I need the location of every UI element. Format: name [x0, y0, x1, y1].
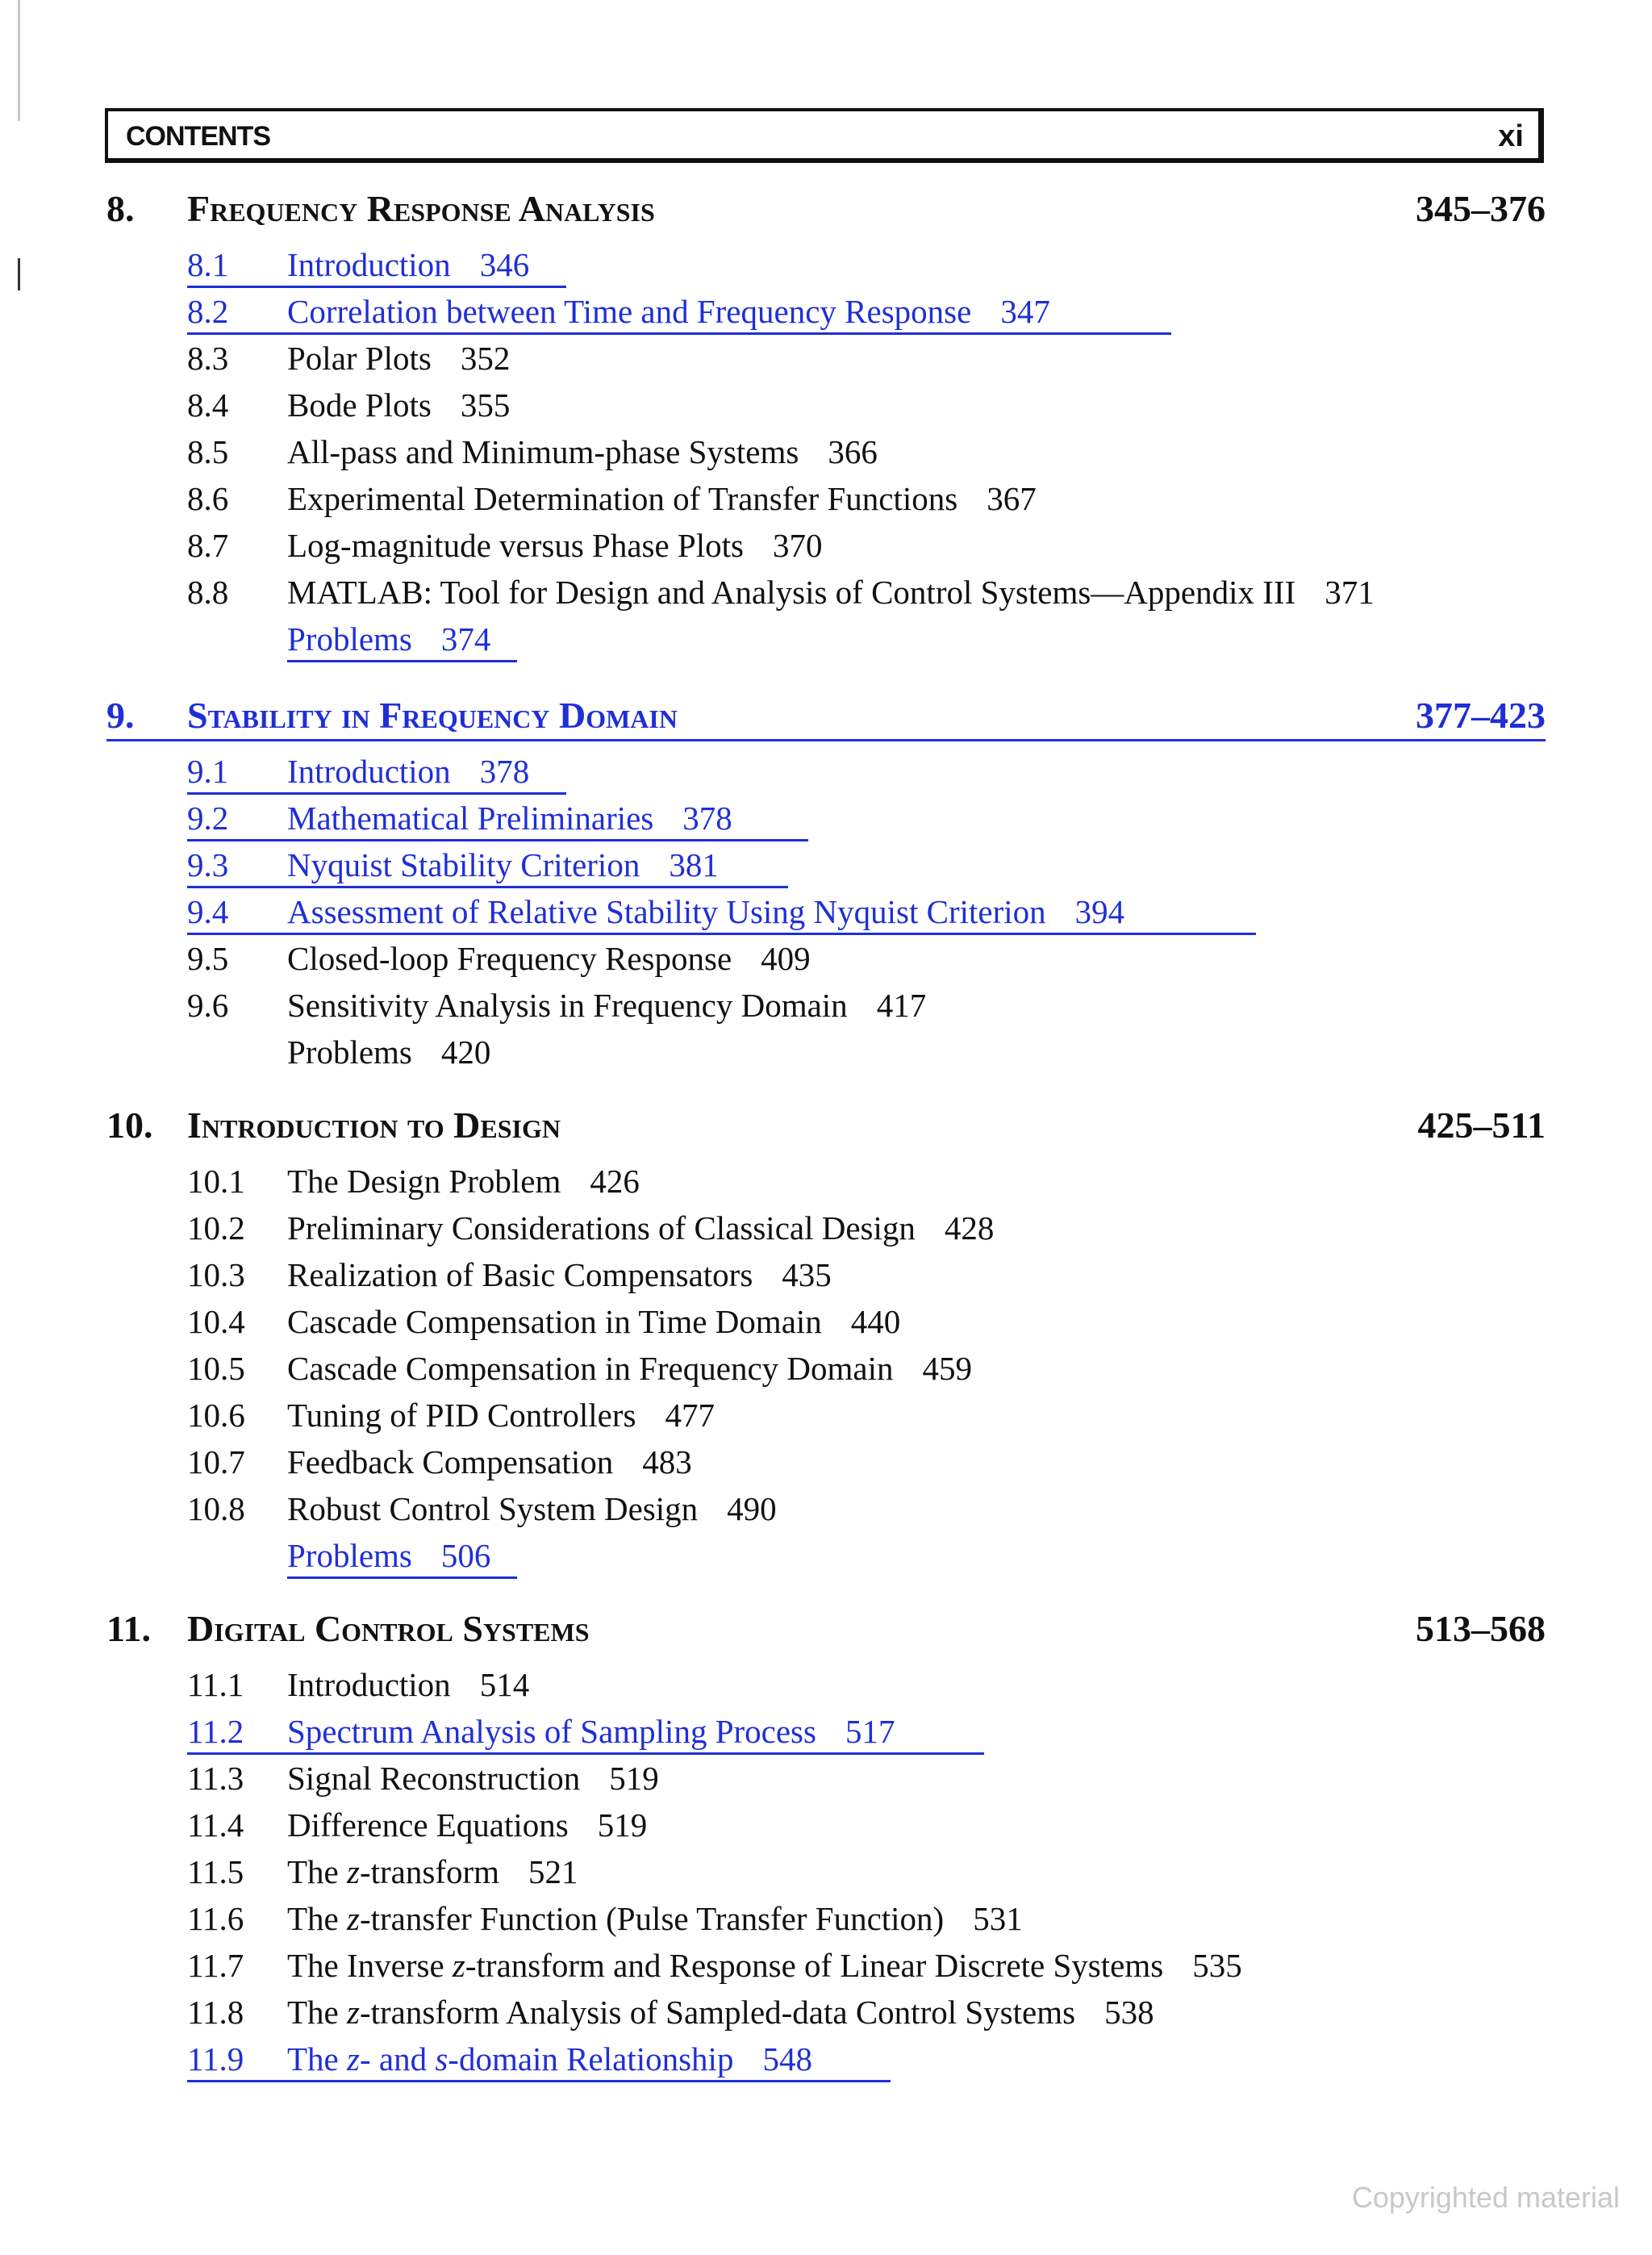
section-number: 10.3: [187, 1256, 245, 1293]
toc-section-entry: [0, 1396, 1652, 1439]
section-page: 531: [973, 1900, 1023, 1937]
copyright-watermark: Copyrighted material: [1351, 2181, 1620, 2214]
section-title-text: Cascade Compensation in Time Domain: [287, 1303, 822, 1340]
toc-section-entry[interactable]: [0, 245, 1652, 289]
chapter-number: 10.: [106, 1105, 153, 1146]
section-page: 367: [987, 480, 1037, 517]
section-number: 10.1: [187, 1163, 245, 1200]
section-title: [287, 892, 1124, 931]
section-title-text: Spectrum Analysis of Sampling Process: [287, 1713, 816, 1750]
toc-section-entry: [0, 1946, 1652, 1990]
section-number: 11.5: [187, 1853, 244, 1890]
problems-page: 374: [440, 620, 491, 658]
section-title: [287, 1852, 578, 1891]
running-header-title: CONTENTS: [126, 121, 270, 152]
section-page: 378: [682, 800, 732, 837]
toc-section-entry: [0, 939, 1652, 983]
toc-section-entry[interactable]: [0, 892, 1652, 936]
section-title-text: Preliminary Considerations of Classical Design: [287, 1209, 916, 1247]
chapter-number: 9.: [106, 695, 135, 736]
section-number: 11.2: [187, 1713, 244, 1750]
link-underline: [287, 660, 517, 662]
toc-problems-entry[interactable]: [287, 1536, 490, 1580]
section-title: [287, 2040, 812, 2078]
section-page: 517: [845, 1713, 895, 1750]
section-title-text: Introduction: [287, 1666, 451, 1703]
chapter-page-range: 345–376: [1416, 188, 1546, 229]
section-page: 428: [944, 1209, 995, 1247]
section-page: 514: [479, 1666, 530, 1703]
section-page: 378: [479, 753, 530, 790]
toc-section-entry: [0, 1899, 1652, 1943]
chapter-title: Stability in Frequency Domain: [187, 695, 678, 736]
section-page: 381: [669, 846, 719, 883]
page-number: xi: [1498, 119, 1524, 153]
section-number: 8.5: [187, 433, 229, 470]
section-number: 11.6: [187, 1900, 244, 1937]
section-page: 477: [665, 1397, 715, 1434]
section-page: 366: [828, 433, 878, 470]
link-underline: [187, 839, 808, 841]
section-title-text: Correlation between Time and Frequency Response: [287, 293, 972, 330]
toc-section-entry: [0, 339, 1652, 382]
section-title-text: The z-transform Analysis of Sampled-data Control Systems: [287, 1994, 1076, 2031]
section-title-text: The Design Problem: [287, 1163, 561, 1200]
section-title: [287, 1209, 994, 1247]
section-title-text: Introduction: [287, 246, 451, 283]
toc-section-entry: [0, 1993, 1652, 2036]
toc-section-entry: [0, 986, 1652, 1029]
toc-section-entry: [0, 1349, 1652, 1393]
chapter-title: Frequency Response Analysis: [187, 188, 655, 229]
section-title: [287, 1806, 647, 1844]
section-number: 9.5: [187, 940, 229, 977]
toc-section-entry[interactable]: [0, 292, 1652, 336]
section-number: 10.4: [187, 1303, 245, 1340]
section-title-text: Assessment of Relative Stability Using Nyquist Criterion: [287, 893, 1046, 930]
section-page: 440: [850, 1303, 901, 1340]
section-page: 371: [1325, 574, 1375, 611]
section-title-text: Signal Reconstruction: [287, 1760, 581, 1797]
section-number: 10.7: [187, 1443, 245, 1480]
toc-section-entry: [0, 573, 1652, 616]
section-page: 519: [609, 1760, 659, 1797]
section-title: [287, 1993, 1154, 2032]
problems-label: Problems: [287, 620, 412, 658]
section-title-text: Difference Equations: [287, 1806, 569, 1844]
section-page: 548: [762, 2040, 812, 2078]
section-page: 394: [1074, 893, 1125, 930]
section-number: 11.3: [187, 1760, 244, 1797]
section-title: [287, 1443, 692, 1481]
section-page: 346: [479, 246, 530, 283]
section-title: [287, 1162, 640, 1201]
section-number: 10.6: [187, 1397, 245, 1434]
toc-section-entry: [0, 1209, 1652, 1252]
page-edge-mark: [18, 0, 20, 121]
section-title: [287, 526, 822, 565]
chapter-title: Digital Control Systems: [187, 1608, 590, 1649]
section-page: 352: [460, 340, 511, 377]
section-page: 417: [876, 987, 927, 1024]
section-title-text: Realization of Basic Compensators: [287, 1256, 753, 1293]
section-number: 8.6: [187, 480, 229, 517]
section-title-text: Closed-loop Frequency Response: [287, 940, 732, 977]
section-number: 9.6: [187, 987, 229, 1024]
chapter-page-range: 425–511: [1417, 1105, 1546, 1146]
link-underline: [287, 1576, 517, 1579]
toc-section-entry: [0, 1759, 1652, 1802]
section-number: 9.3: [187, 846, 229, 883]
section-number: 8.8: [187, 574, 229, 611]
section-title: [287, 1899, 1023, 1938]
chapter-title: Introduction to Design: [187, 1105, 561, 1146]
problems-page: 506: [440, 1537, 491, 1574]
section-title: [287, 1255, 832, 1294]
section-title: [287, 799, 732, 837]
link-underline: [187, 886, 788, 888]
chapter-heading: [0, 1607, 1652, 1656]
section-title-text: Polar Plots: [287, 340, 432, 377]
link-underline: [187, 1752, 984, 1755]
section-title-text: Bode Plots: [287, 386, 432, 424]
section-title-text: Mathematical Preliminaries: [287, 800, 654, 837]
link-underline: [106, 739, 1546, 741]
section-title-text: Cascade Compensation in Frequency Domain: [287, 1350, 894, 1387]
section-title: [287, 1489, 777, 1528]
section-title-text: Log-magnitude versus Phase Plots: [287, 527, 744, 564]
section-page: 370: [772, 527, 823, 564]
section-number: 9.1: [187, 753, 229, 790]
section-page: 459: [922, 1350, 972, 1387]
toc-section-entry[interactable]: [0, 2040, 1652, 2083]
section-page: 490: [727, 1490, 777, 1527]
toc-section-entry: [0, 432, 1652, 476]
section-page: 538: [1104, 1994, 1154, 2031]
toc-section-entry[interactable]: [0, 752, 1652, 796]
section-page: 426: [590, 1163, 640, 1200]
section-page: 355: [460, 386, 511, 424]
section-title-text: The z-transform: [287, 1853, 500, 1890]
section-number: 10.2: [187, 1209, 245, 1247]
section-title: [287, 986, 926, 1025]
section-number: 11.8: [187, 1994, 244, 2031]
section-title-text: Feedback Compensation: [287, 1443, 614, 1480]
toc-section-entry: [0, 526, 1652, 570]
section-page: 483: [642, 1443, 692, 1480]
section-title-text: Sensitivity Analysis in Frequency Domain: [287, 987, 848, 1024]
chapter-page-range: 513–568: [1416, 1608, 1546, 1649]
section-title: [287, 1712, 895, 1751]
section-title: [287, 292, 1050, 331]
toc-section-entry: [0, 1489, 1652, 1533]
section-number: 11.9: [187, 2040, 244, 2078]
toc-section-entry[interactable]: [0, 1712, 1652, 1756]
toc-section-entry: [0, 1806, 1652, 1849]
toc-section-entry: [0, 1665, 1652, 1709]
section-title: [287, 1396, 715, 1434]
section-title: [287, 1759, 659, 1798]
toc-section-entry: [0, 1255, 1652, 1299]
link-underline: [187, 933, 1256, 935]
link-underline: [187, 332, 1171, 335]
chapter-heading[interactable]: [0, 694, 1652, 742]
section-title: [287, 846, 719, 884]
section-number: 11.4: [187, 1806, 244, 1844]
section-title: [287, 1349, 972, 1388]
section-number: 8.3: [187, 340, 229, 377]
toc-section-entry: [0, 1443, 1652, 1486]
section-title: [287, 386, 510, 424]
section-title: [287, 245, 529, 284]
section-number: 8.1: [187, 246, 229, 283]
section-page: 519: [597, 1806, 648, 1844]
section-title: [287, 1665, 529, 1704]
section-number: 8.2: [187, 293, 229, 330]
toc-section-entry: [0, 1852, 1652, 1896]
section-title-text: The z-transfer Function (Pulse Transfer Function): [287, 1900, 945, 1937]
section-title-text: Robust Control System Design: [287, 1490, 699, 1527]
chapter-number: 11.: [106, 1608, 151, 1649]
running-header: [105, 108, 1544, 163]
section-title-text: The Inverse z-transform and Response of Linear Discrete Systems: [287, 1947, 1164, 1984]
section-title-text: Tuning of PID Controllers: [287, 1397, 636, 1434]
section-number: 9.4: [187, 893, 229, 930]
toc-section-entry: [0, 386, 1652, 429]
section-number: 8.4: [187, 386, 229, 424]
toc-section-entry: [0, 1302, 1652, 1346]
chapter-heading: [0, 187, 1652, 236]
toc-section-entry: [0, 1162, 1652, 1205]
section-title: [287, 339, 510, 378]
toc-section-entry: [0, 479, 1652, 523]
chapter-page-range: 377–423: [1416, 695, 1546, 736]
section-title: [287, 432, 878, 471]
problems-page: 420: [440, 1034, 491, 1071]
link-underline: [187, 286, 566, 288]
toc-section-entry[interactable]: [0, 846, 1652, 889]
section-page: 435: [782, 1256, 832, 1293]
section-title: [287, 1946, 1242, 1985]
section-title: [287, 1302, 900, 1341]
problems-label: Problems: [287, 1537, 412, 1574]
section-title-text: MATLAB: Tool for Design and Analysis of Control Systems—Appendix III: [287, 574, 1296, 611]
link-underline: [187, 2080, 891, 2082]
section-page: 409: [761, 940, 811, 977]
section-number: 8.7: [187, 527, 229, 564]
section-title: [287, 573, 1375, 612]
section-title: [287, 939, 811, 978]
section-title: [287, 752, 529, 791]
toc-problems-entry: [287, 1033, 490, 1076]
toc-section-entry[interactable]: [0, 799, 1652, 842]
section-number: 11.1: [187, 1666, 244, 1703]
section-page: 535: [1192, 1947, 1242, 1984]
section-title-text: All-pass and Minimum-phase Systems: [287, 433, 799, 470]
section-title-text: Introduction: [287, 753, 451, 790]
link-underline: [187, 792, 566, 795]
section-number: 9.2: [187, 800, 229, 837]
section-page: 521: [528, 1853, 578, 1890]
section-title-text: Nyquist Stability Criterion: [287, 846, 640, 883]
section-page: 347: [1000, 293, 1050, 330]
section-title: [287, 479, 1037, 518]
section-number: 10.5: [187, 1350, 245, 1387]
section-number: 10.8: [187, 1490, 245, 1527]
section-number: 11.7: [187, 1947, 244, 1984]
section-title-text: Experimental Determination of Transfer Functions: [287, 480, 958, 517]
chapter-number: 8.: [106, 188, 135, 229]
toc-problems-entry[interactable]: [287, 620, 490, 663]
chapter-heading: [0, 1104, 1652, 1152]
section-title-text: The z- and s-domain Relationship: [287, 2040, 734, 2078]
problems-label: Problems: [287, 1034, 412, 1071]
